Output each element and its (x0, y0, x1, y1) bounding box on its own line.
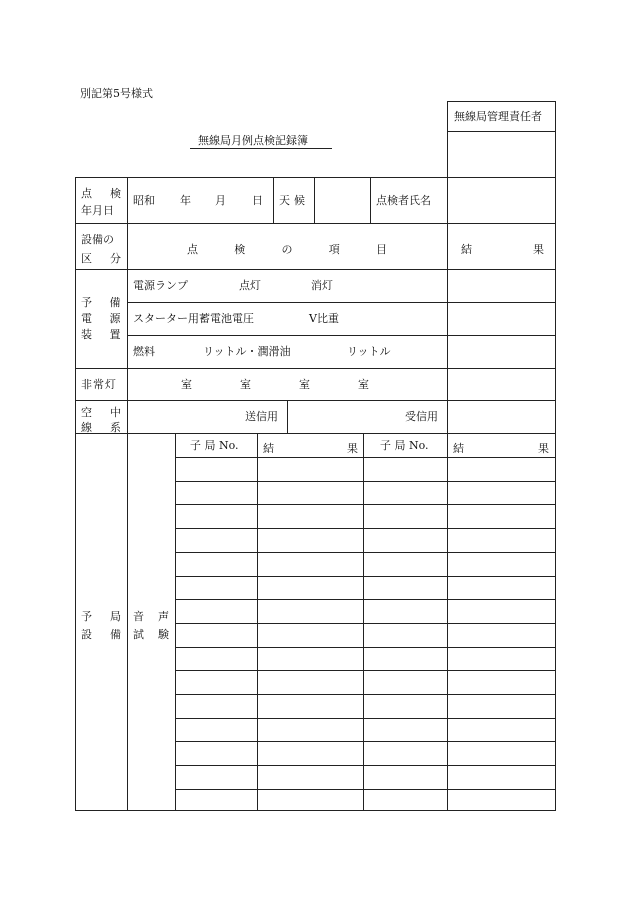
grid-row-line (175, 576, 556, 577)
grid-row-line (175, 765, 556, 766)
substation-label-line1: 予 局 (81, 610, 121, 623)
voice-test-line1: 音 声 (133, 610, 169, 623)
lamp-off-label: 消灯 (311, 279, 333, 292)
month-label: 月 (215, 194, 226, 207)
col-line (314, 177, 315, 223)
grid-row-line (175, 481, 556, 482)
date-label-line1: 点 検 (81, 187, 121, 200)
voice-test-line2: 試 験 (133, 628, 169, 641)
grid-row-line (175, 789, 556, 790)
grid-row-line (175, 623, 556, 624)
liter-label: リットル (347, 345, 391, 358)
era-label: 昭和 (133, 194, 155, 207)
grid-row-line (175, 528, 556, 529)
emergency-light-label: 非常灯 (81, 378, 117, 391)
manager-label: 無線局管理責任者 (454, 110, 542, 123)
receive-label: 受信用 (405, 410, 438, 423)
row-line (75, 400, 556, 401)
room-2: 室 (240, 378, 251, 391)
inspection-table (75, 177, 556, 811)
divider (447, 131, 556, 132)
col-line (363, 433, 364, 811)
row-line (75, 223, 556, 224)
send-label: 送信用 (245, 410, 278, 423)
grid-row-line (175, 694, 556, 695)
row-line (75, 368, 556, 369)
substation-label-line2: 設 備 (81, 628, 121, 641)
grid-row-line (175, 504, 556, 505)
grid-row-line (175, 718, 556, 719)
result-header-1: 結 果 (263, 442, 358, 455)
fuel-label: 燃料 (133, 345, 155, 358)
items-header: 点 検 の 項 目 (187, 243, 387, 256)
antenna-label-line1: 空 中 (81, 406, 121, 419)
substation-no-header-2: 子 局 No. (380, 439, 429, 452)
room-3: 室 (299, 378, 310, 391)
lamp-on-label: 点灯 (239, 279, 261, 292)
col-line (175, 433, 176, 811)
grid-row-line (175, 457, 556, 458)
grid-row-line (175, 599, 556, 600)
result-header: 結 果 (461, 243, 544, 256)
specific-gravity-label: V比重 (309, 312, 339, 325)
grid-row-line (175, 552, 556, 553)
date-label-line2: 年月日 (81, 204, 114, 217)
substation-no-header-1: 子 局 No. (190, 439, 239, 452)
col-line (447, 177, 448, 433)
liter-lubricant-label: リットル・潤滑油 (203, 345, 291, 358)
result-header-2: 結 果 (453, 442, 549, 455)
room-4: 室 (358, 378, 369, 391)
title-underline (190, 148, 332, 149)
grid-row-line (175, 647, 556, 648)
category-label-line1: 設備の (81, 233, 114, 246)
weather-label: 天候 (279, 194, 309, 207)
col-line (257, 433, 258, 811)
grid-row-line (175, 741, 556, 742)
antenna-label-line2: 線 系 (81, 421, 121, 434)
inspector-label: 点検者氏名 (376, 194, 431, 207)
backup-power-label-1: 予 備 (81, 296, 121, 309)
power-lamp-label: 電源ランプ (133, 279, 188, 292)
battery-voltage-label: スターター用蓄電池電圧 (133, 312, 254, 325)
year-label: 年 (180, 194, 191, 207)
backup-power-label-2: 電 源 (81, 312, 121, 325)
row-line (75, 269, 556, 270)
page-title: 無線局月例点検記録簿 (198, 134, 308, 147)
row-line (75, 433, 556, 434)
col-line (273, 177, 274, 223)
col-line (447, 433, 448, 811)
backup-power-label-3: 装 置 (81, 328, 121, 341)
day-label: 日 (252, 194, 263, 207)
category-label-line2: 区 分 (81, 252, 121, 265)
room-1: 室 (181, 378, 192, 391)
row-line (127, 335, 556, 336)
col-line (127, 177, 128, 811)
form-number: 別記第5号様式 (80, 87, 153, 100)
col-line (370, 177, 371, 223)
col-line (287, 400, 288, 433)
grid-row-line (175, 670, 556, 671)
row-line (127, 302, 556, 303)
